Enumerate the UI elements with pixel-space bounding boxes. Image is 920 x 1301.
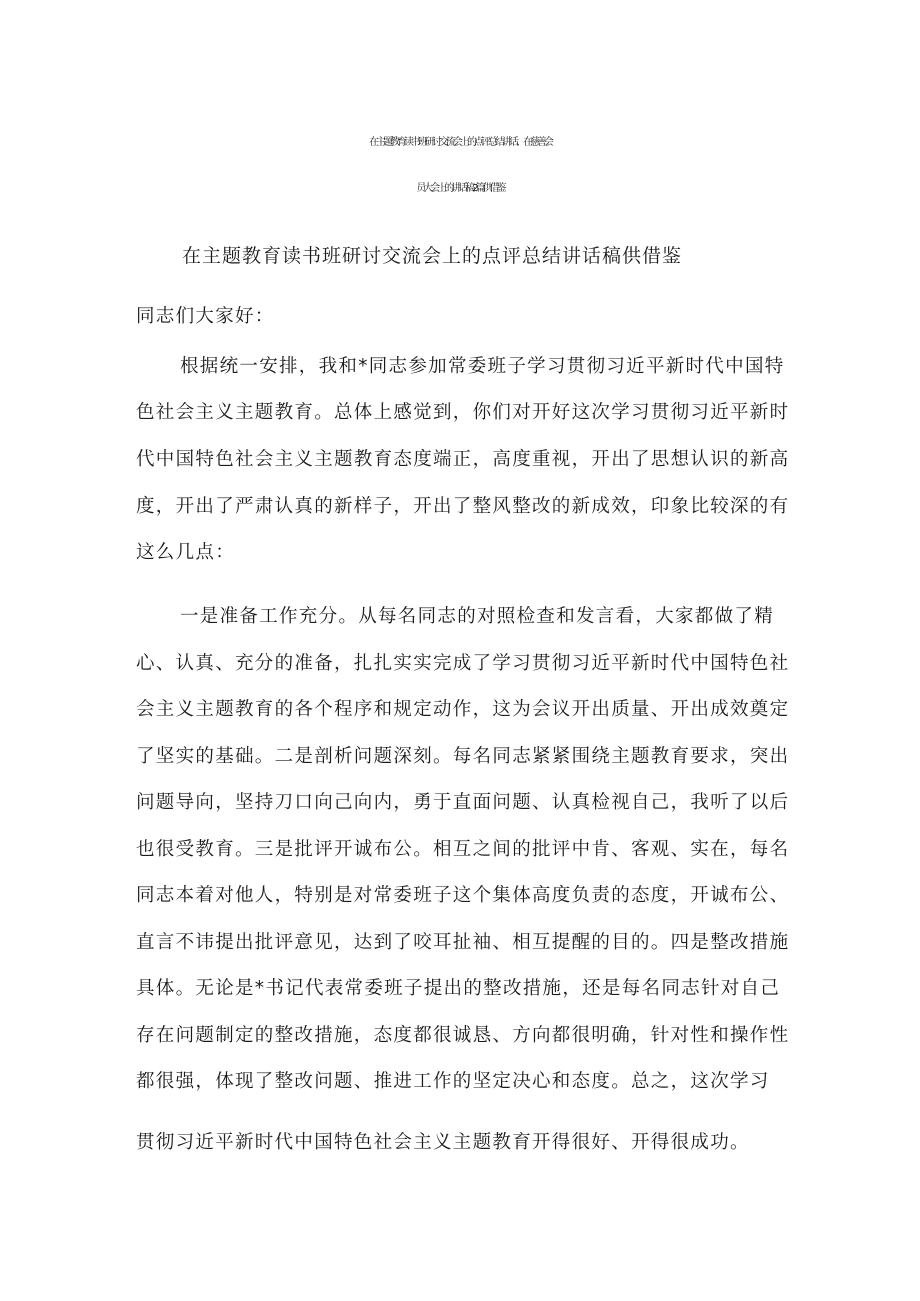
salutation: 同志们大家好： <box>136 306 275 327</box>
document-title-line-2: 员大会上的讲话稿2篇供借鉴 <box>416 183 504 194</box>
paragraph-2-line-6: 也很受教育。三是批评开诚布公。相互之间的批评中肯、客观、实在，每名 <box>136 839 790 860</box>
paragraph-2-line-5: 问题导向，坚持刀口向己向内，勇于直面问题、认真检视自己，我听了以后 <box>136 792 790 813</box>
paragraph-1-line-1: 根据统一安排，我和*同志参加常委班子学习贯彻习近平新时代中国特 <box>180 356 785 377</box>
paragraph-1-line-5: 这么几点： <box>136 542 236 563</box>
paragraph-2-line-1: 一是准备工作充分。从每名同志的对照检查和发言看，大家都做了精 <box>180 606 775 627</box>
paragraph-2-line-12: 贯彻习近平新时代中国特色社会主义主题教育开得很好、开得很成功。 <box>136 1132 750 1153</box>
paragraph-2-line-3: 会主义主题教育的各个程序和规定动作，这为会议开出质量、开出成效奠定 <box>136 699 790 720</box>
paragraph-2-line-9: 具体。无论是*书记代表常委班子提出的整改措施，还是每名同志针对自己 <box>136 978 781 999</box>
document-title-line-1: 在主题教育读书班研讨交流会上的点评总结讲话、在慈善会 <box>369 137 551 148</box>
paragraph-2-line-7: 同志本着对他人，特别是对常委班子这个集体高度负责的态度，开诚布公、 <box>136 885 790 906</box>
paragraph-2-line-2: 心、认真、充分的准备，扎扎实实完成了学习贯彻习近平新时代中国特色社 <box>136 653 790 674</box>
paragraph-1-line-4: 度，开出了严肃认真的新样子，开出了整风整改的新成效，印象比较深的有 <box>136 496 790 517</box>
paragraph-2-line-11: 都很强，体现了整改问题、推进工作的坚定决心和态度。总之，这次学习 <box>136 1071 770 1092</box>
paragraph-2-line-8: 直言不讳提出批评意见，达到了咬耳扯袖、相互提醒的目的。四是整改措施 <box>136 932 790 953</box>
section-subtitle: 在主题教育读书班研讨交流会上的点评总结讲话稿供借鉴 <box>182 245 683 267</box>
paragraph-2-line-4: 了坚实的基础。二是剖析问题深刻。每名同志紧紧围绕主题教育要求，突出 <box>136 746 790 767</box>
paragraph-1-line-2: 色社会主义主题教育。总体上感觉到，你们对开好这次学习贯彻习近平新时 <box>136 402 790 423</box>
paragraph-2-line-10: 存在问题制定的整改措施，态度都很诚恳、方向都很明确，针对性和操作性 <box>136 1025 790 1046</box>
paragraph-1-line-3: 代中国特色社会主义主题教育态度端正，高度重视，开出了思想认识的新高 <box>136 449 790 470</box>
